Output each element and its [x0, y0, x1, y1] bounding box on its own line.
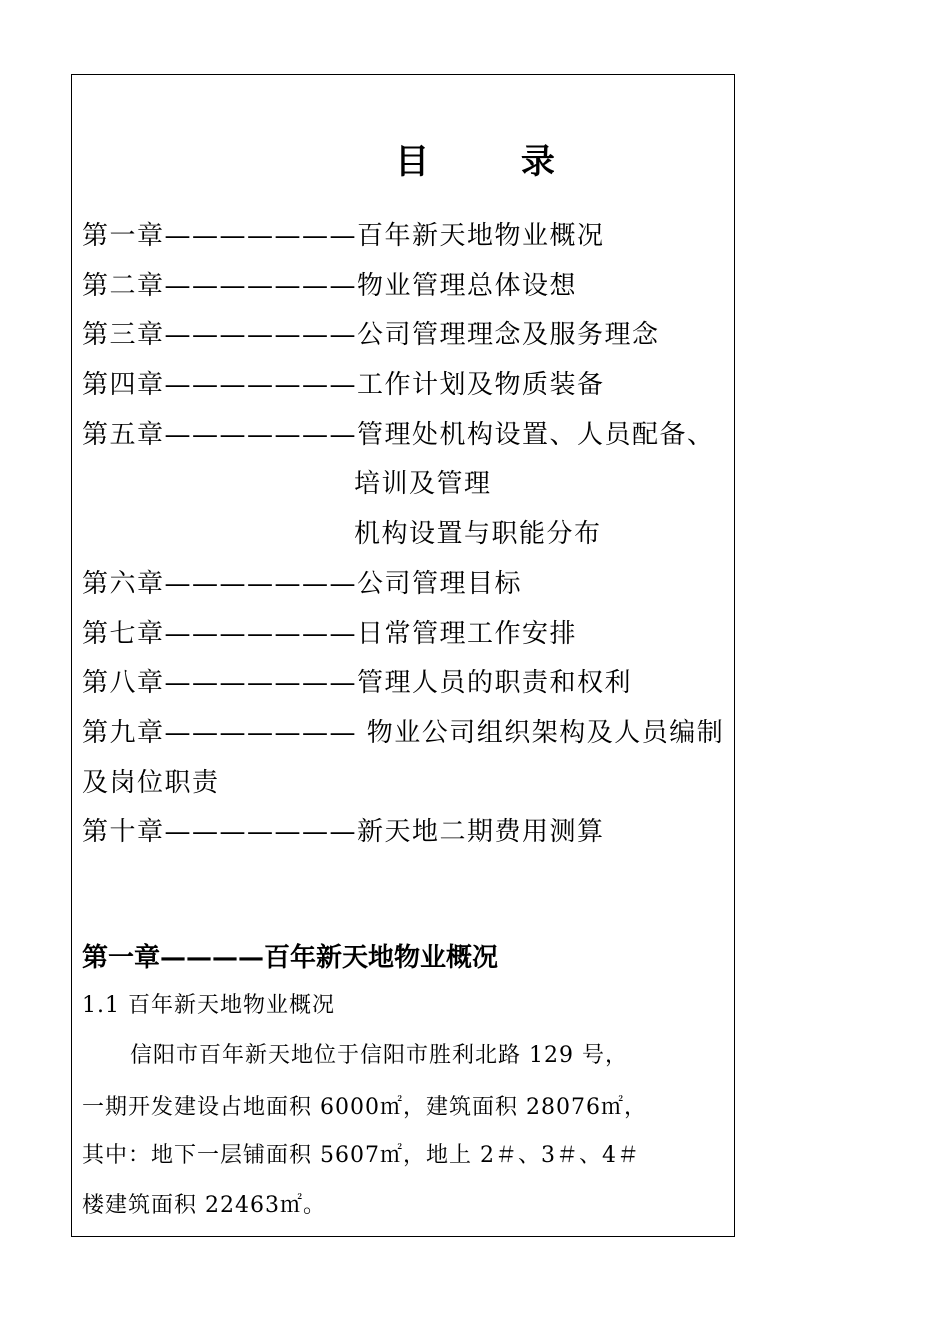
- toc-entry-chapter-3: 第三章———————公司管理理念及服务理念: [82, 320, 660, 350]
- toc-entry-chapter-10: 第十章———————新天地二期费用测算: [82, 817, 605, 847]
- toc-entry-chapter-5-cont-1: 培训及管理: [354, 469, 492, 499]
- paragraph-line-2: 一期开发建设占地面积 6000㎡，建筑面积 28076㎡，: [82, 1095, 647, 1120]
- section-1-1-title: 1.1 百年新天地物业概况: [82, 993, 335, 1018]
- toc-entry-chapter-2: 第二章———————物业管理总体设想: [82, 271, 578, 301]
- paragraph-line-3: 其中：地下一层铺面积 5607㎡，地上 2＃、3＃、4＃: [82, 1143, 640, 1168]
- chapter-1-heading: 第一章————百年新天地物业概况: [82, 943, 499, 973]
- paragraph-line-4: 楼建筑面积 22463㎡。: [82, 1193, 326, 1218]
- toc-entry-chapter-4: 第四章———————工作计划及物质装备: [82, 370, 605, 400]
- toc-entry-chapter-5-cont-2: 机构设置与职能分布: [354, 519, 602, 549]
- toc-entry-chapter-5: 第五章———————管理处机构设置、人员配备、: [82, 420, 715, 450]
- paragraph-line-1: 信阳市百年新天地位于信阳市胜利北路 129 号，: [130, 1043, 628, 1068]
- toc-entry-chapter-8: 第八章———————管理人员的职责和权利: [82, 668, 633, 698]
- toc-entry-chapter-6: 第六章———————公司管理目标: [82, 569, 523, 599]
- toc-entry-chapter-9-cont: 及岗位职责: [82, 768, 220, 798]
- toc-entry-chapter-7: 第七章———————日常管理工作安排: [82, 619, 578, 649]
- toc-entry-chapter-1: 第一章———————百年新天地物业概况: [82, 221, 605, 251]
- toc-entry-chapter-9: 第九章——————— 物业公司组织架构及人员编制: [82, 718, 725, 748]
- toc-title: 目 录: [395, 142, 595, 182]
